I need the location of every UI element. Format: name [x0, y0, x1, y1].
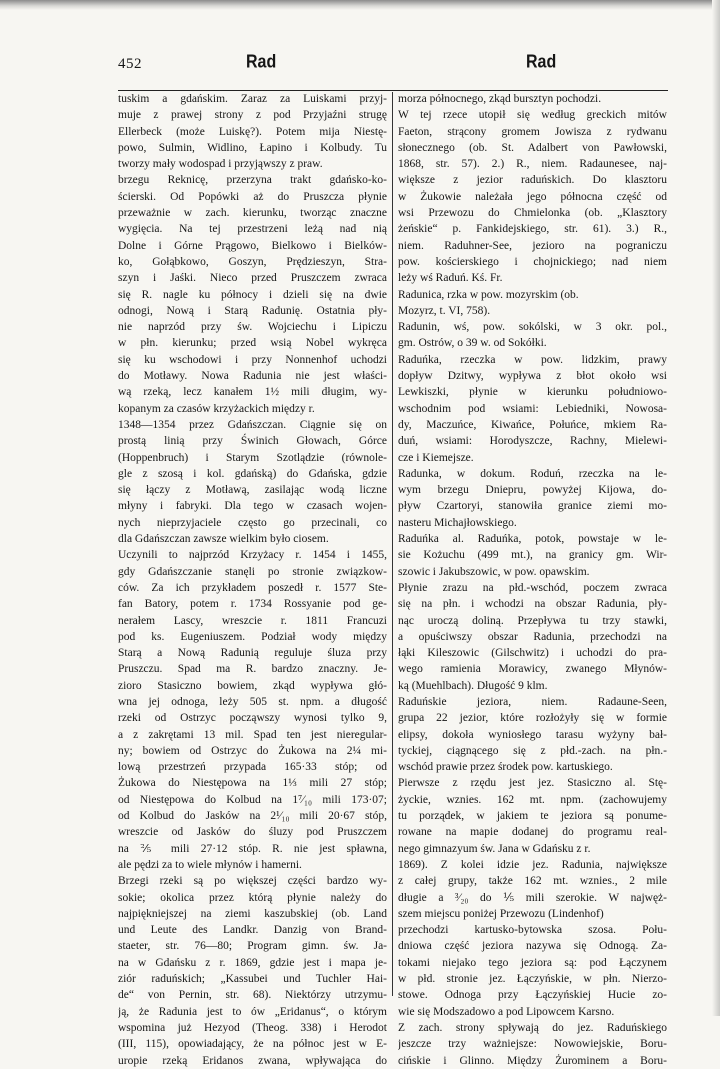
text-line: 1868, str. 57). 2.) R., niem. Radaunesee, naj- [398, 158, 667, 171]
text-line: w płd. stronie jez. Łączyńskie, w płn. Nierzo- [398, 973, 667, 986]
text-line: Płynie zrazu na płd.-wschód, poczem zwraca [398, 581, 667, 594]
text-line: szem miejscu poniżej Przewozu (Lindenhof) [398, 907, 604, 920]
text-line: niem. Raduhner-See, jezioro na pograniczu [398, 239, 667, 252]
text-line: (III, 115), opowiadający, że na północ jest w E- [118, 1038, 387, 1051]
text-line: leży wś Raduń. Kś. Fr. [398, 272, 503, 285]
text-line: a opuściwszy obszar Radunia, przechodzi na [398, 630, 667, 643]
text-line: Mozyrz, t. VI, 758). [398, 304, 491, 317]
text-line: szowic i Jakubszowic, w pow. opawskim. [398, 565, 590, 578]
text-line: cze i Kiemejsze. [398, 451, 474, 464]
text-line: wreszcie od Jasków do śluzy pod Pruszczem [118, 826, 387, 839]
text-line: tuskim a gdańskim. Zaraz za Luiskami przyj- [118, 93, 387, 105]
text-line: Uczynili to najprzód Krzyżacy r. 1454 i 1455, [118, 549, 387, 562]
text-line: życkie, wznies. 162 mt. npm. (zachowujemy [398, 793, 667, 806]
text-line: Dolne i Górne Prągowo, Bielkowo i Bielków- [118, 239, 387, 252]
text-line: przeważnie w zach. kierunku, tworząc znaczne [118, 207, 387, 220]
text-line: Raduńka, rzeczka w pow. lidzkim, prawy [398, 353, 667, 366]
text-line: gle z szosą i kol. gdańską) do Gdańska, gdzie [118, 467, 387, 480]
text-line: tyckiej, ciągnącego się z płd.-zach. na płn.- [398, 744, 667, 757]
text-line: zioro Stasiczno bowiem, zkąd wypływa głó- [118, 679, 387, 692]
text-line: pływ Czartoryi, stanowiła granice ziemi mo- [398, 500, 667, 513]
text-line: w płn. kierunku; przed wsią Nobel wykręca [118, 337, 387, 350]
text-line: od Niestępowa do Kolbud na 1⁷⁄₁₀ mili 173·07; [118, 793, 387, 806]
text-line: ny; bowiem od Ostrzyc do Żukowa na 2¼ mi- [118, 744, 387, 757]
text-line: słonecznego (ob. St. Adalbert von Pawłowski, [398, 141, 667, 154]
text-line: Raduńka al. Raduńka, potok, powstaje w le- [398, 533, 667, 546]
text-line: pow. kościerskiego i chojnickiego; nad niem [398, 255, 667, 268]
text-line: W tej rzece utopił się według greckich mitów [398, 109, 667, 122]
text-line: ką (Muehlbach). Długość 9 klm. [398, 679, 548, 692]
text-line: przechodzi kartusko-bytowska szosa. Połu- [398, 924, 667, 937]
text-line: ją, że Radunia jest to ów „Eridanus“, o którym [118, 1005, 387, 1018]
text-line: Faeton, strącony gromem Jowisza z rydwanu [398, 125, 667, 138]
text-line: długie a ³⁄₂₀ do ⅕ mili szerokie. W najwęż- [398, 891, 667, 904]
right-column [398, 91, 667, 1069]
text-line: młyny i fabryki. Dla tego w czasach wojen- [118, 500, 387, 513]
text-line: wie się Modszadowo a pod Lipowcem Karsno. [398, 1005, 615, 1018]
text-line: ców. Za ich przykładem poszedł r. 1577 Ste- [118, 581, 387, 594]
text-line: sokie; okolica przez którą płynie należy do [118, 891, 387, 904]
text-line: z całej grupy, także 162 mt. wznies., 2 mile [398, 875, 667, 888]
text-line: dla Gdańszczan zawsze wielkim było ciosem. [118, 533, 329, 546]
scan-edge-right [712, 0, 720, 1016]
text-line: jeszcze trzy ważniejsze: Nowowiejskie, Boru- [398, 1038, 667, 1051]
text-line: wym brzegu Dniepru, powyżej Kijowa, do- [398, 484, 667, 497]
text-line: tokami niejako tego jeziora są: pod Łączynem [398, 956, 667, 969]
left-column [118, 91, 387, 1069]
text-line: staeter, str. 76—80; Program gimn. św. Ja- [118, 940, 387, 953]
text-line: Starą a Nową Radunią reguluje śluza przy [118, 647, 387, 660]
text-line: sie Kożuchu (499 mt.), na granicy gm. Wir- [398, 549, 667, 562]
text-line: elipsy, dokoła wyniosłego tarasu wyżyny bał- [398, 728, 667, 741]
text-line: się R. nagle ku północy i dzieli się na dwie [118, 288, 387, 301]
text-line: rowane na mapie dodanej do programu real- [398, 826, 667, 839]
text-line: wygięcia. Na tej przestrzeni leżą nad nią [118, 223, 387, 236]
text-line: rzeki od Ostrzyc począwszy wynosi tylko 9, [118, 712, 387, 725]
text-line: de“ von Pernin, str. 68). Niektórzy utrzymu- [118, 989, 387, 1002]
text-line: wsi Przewozu do Chmielonka (ob. „Klasztory [398, 207, 667, 220]
text-line: duń, wsiami: Horodyszcze, Rachny, Mielewi- [398, 435, 667, 448]
text-line: Lewkiszki, płynie w kierunku południowo- [398, 386, 667, 399]
text-line: wspomina już Hezyod (Theog. 338) i Herodot [118, 1021, 387, 1034]
text-line: ko, Gołąbkowo, Goszyn, Prędzieszyn, Stra- [118, 255, 387, 268]
text-line: nych nieprzyjaciele często go przecinali, co [118, 516, 387, 529]
text-line: dy, Maczuńce, Kiwańce, Połuńce, mkiem Ra- [398, 418, 667, 431]
text-line: do Motławy. Nowa Radunia nie jest właści- [118, 370, 387, 383]
text-line: wego ramienia Morawicy, zwanego Młynów- [398, 663, 667, 676]
text-line: pod ks. Eugeniuszem. Podział wody między [118, 630, 387, 643]
text-line: a z zakrętami 13 mil. Spad ten jest nieregular- [118, 728, 387, 741]
text-line: na w Gdańsku z r. 1869, gdzie jest i mapa je- [118, 956, 387, 969]
text-line: gdy Gdańszczanie stanęli po stronie związkow- [118, 565, 387, 578]
column-divider [392, 92, 393, 996]
text-line: cińskie i Glinno. Między Żurominem a Boru- [398, 1054, 667, 1067]
text-line: stowe. Odnoga przy Łączyńskiej Hucie zo- [398, 989, 667, 1002]
text-line: Z zach. strony spływają do jez. Raduńskiego [398, 1021, 667, 1034]
text-line: żeńskie“ p. Fankidejskiego, str. 61). 3.) R., [398, 223, 667, 236]
text-line: większe z jezior raduńskich. Do klasztoru [398, 174, 667, 187]
text-line: wschód prawie przez środek pow. kartuskiego. [398, 761, 613, 774]
text-line: się łączy z Motławą, zasilając wodą liczne [118, 484, 387, 497]
text-line: wą rzeką, lecz kanałem 1½ mili długim, wy- [118, 386, 387, 399]
text-line: szyn i Jaśki. Nieco przed Pruszczem zwraca [118, 272, 387, 285]
text-line: nąc uroczą doliną. Przepływa tu trzy stawki, [398, 614, 667, 627]
text-line: Pierwsze z rzędu jest jez. Stasiczno al. Stę- [398, 777, 667, 790]
text-line: powo, Sulmin, Widlino, Łapino i Kolbudy. Tu [118, 141, 387, 154]
text-line: fan Batory, potem r. 1734 Rossyanie pod ge- [118, 598, 387, 611]
text-line: od Kolbud do Jasków na 2¹⁄₁₀ mili 20·67 stóp, [118, 810, 387, 823]
text-line: muje z prawej strony z pod Przyjaźni strugę [118, 109, 387, 122]
text-line: Brzegi rzeki są po większej części bardzo wy- [118, 875, 387, 888]
text-line: dopływ Dzitwy, wypływa z błot około wsi [398, 370, 667, 383]
text-line: nego gimnazyum św. Jana w Gdańsku z r. [398, 842, 591, 855]
text-line: prostą linią przy Świnich Głowach, Górce [118, 435, 387, 448]
text-line: 1348—1354 przez Gdańszczan. Ciągnie się on [118, 418, 387, 431]
text-line: w Żukowie należała jego północna część od [398, 190, 667, 203]
scan-edge-top [0, 0, 720, 10]
text-line: ziór raduńskich; „Kassubei und Tuchler Hai- [118, 973, 387, 986]
text-line: lową przestrzeń przypada 165·33 stóp; od [118, 761, 387, 774]
text-line: Raduńskie jeziora, niem. Radaune-Seen, [398, 695, 667, 708]
text-line: dniowa część jeziora nazywa się Odnogą. Za- [398, 940, 667, 953]
page-number: 452 [118, 56, 142, 72]
text-line: 1869). Z kolei idzie jez. Radunia, największe [398, 858, 667, 871]
text-line: ścierski. Od Popówki aż do Pruszcza płynie [118, 190, 387, 203]
text-line: nie naprzód przy św. Wojciechu i Lipiczu [118, 321, 387, 334]
text-line: Radunica, rzka w pow. mozyrskim (ob. [398, 288, 579, 301]
text-line: Ellerbeck (może Luiskę?). Potem mija Niestę- [118, 125, 387, 138]
text-line: morza północnego, zkąd bursztyn pochodzi. [398, 93, 602, 105]
left-running-head: Rad [246, 52, 277, 73]
text-line: się ku wschodowi i przy Nonnenhof uchodzi [118, 353, 387, 366]
text-line: Radunin, wś, pow. sokólski, w 3 okr. pol., [398, 321, 667, 334]
text-line: ale pędzi za to wiele młynów i hamerni. [118, 858, 302, 871]
text-line: Żukowa do Niestępowa na 1⅓ mili 27 stóp; [118, 777, 387, 790]
text-line: łąki Kileszowic (Gilschwitz) i uchodzi do pra- [398, 647, 667, 660]
text-line: Pruszczu. Spad ma R. bardzo znaczny. Je- [118, 663, 387, 676]
text-line: się na płn. i wchodzi na obszar Radunia, pły- [398, 598, 667, 611]
text-line: uropie rzeką Eridanos zwana, wpływająca do [118, 1054, 387, 1067]
text-line: na ⅖ mili 27·12 stóp. R. nie jest spławna, [118, 842, 387, 855]
text-line: najpiękniejszej na ziemi kaszubskiej (ob. Land [118, 907, 387, 920]
page-header [118, 54, 668, 78]
text-line: odnogi, Nową i Starą Radunię. Ostatnia pły- [118, 304, 387, 317]
text-line: nasteru Michajłowskiego. [398, 516, 517, 529]
text-line: tworzy mały wodospad i przyjąwszy z praw. [118, 158, 323, 171]
text-line: wschodnim pod wsiami: Lebiedniki, Nowosa- [398, 402, 667, 415]
text-line: tu porządek, w jakiem te jeziora są ponume- [398, 810, 667, 823]
text-line: Radunka, w dokum. Roduń, rzeczka na le- [398, 467, 667, 480]
text-line: wna jej odnoga, leży 505 st. npm. a długość [118, 695, 387, 708]
text-line: kopanym za czasów krzyżackich między r. [118, 402, 315, 415]
right-running-head: Rad [526, 52, 557, 73]
text-line: (Hoppenbruch) i Starym Szotlądzie (równole- [118, 451, 387, 464]
text-line: nerałem Lascy, wreszcie r. 1811 Francuzi [118, 614, 387, 627]
text-line: grupa 22 jezior, które rozłożyły się w formie [398, 712, 667, 725]
text-line: gm. Ostrów, o 39 w. od Sokółki. [398, 337, 547, 350]
text-line: brzegu Reknicę, przerzyna trakt gdańsko-ko- [118, 174, 387, 187]
text-line: und Leute des Landkr. Danzig von Brand- [118, 924, 387, 937]
